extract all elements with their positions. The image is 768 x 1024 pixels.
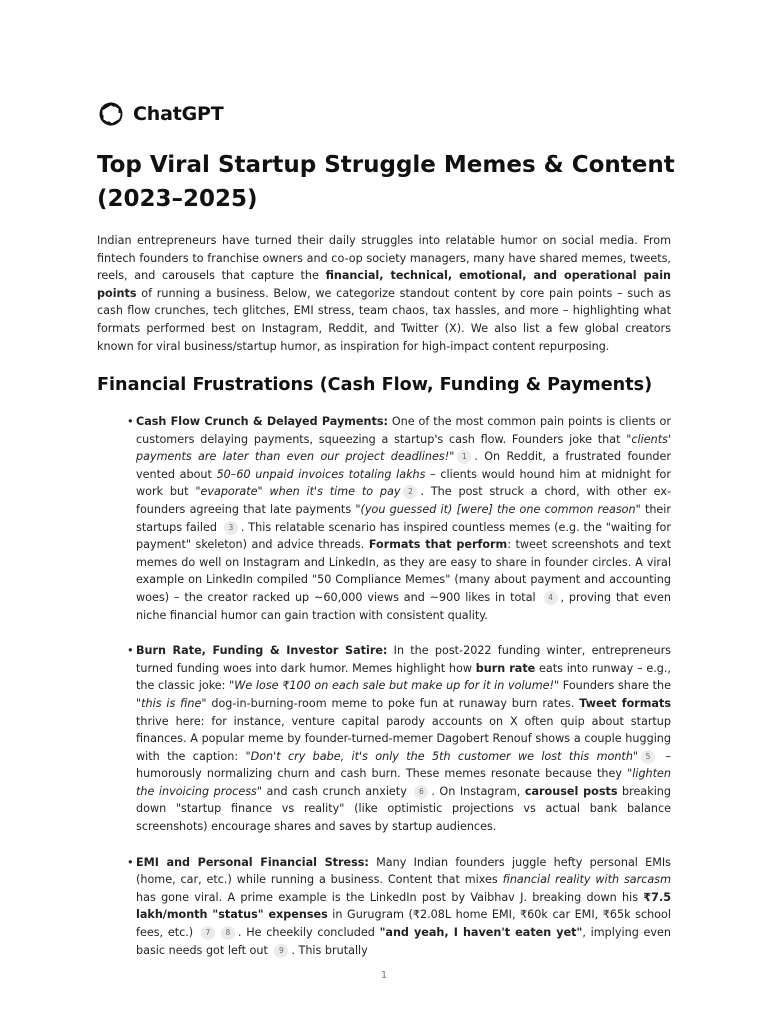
bullet-text: in Gurugram (₹2.08L home EMI, ₹60k car EMI, ₹65k school fees, etc.) (136, 908, 671, 940)
intro-text-1: Indian entrepreneurs have turned their daily struggles into relatable humor on social media. From fintech founders to franchise owners and co-op society managers, many have shared memes, tweets, reels, and carousels that capture the (97, 234, 671, 283)
bullet-bold: ₹7.5 lakh/month "status" expenses (136, 890, 671, 922)
bullet-text: . This brutally (291, 943, 368, 957)
citation-badge[interactable]: 3 (224, 521, 238, 535)
citation-badge[interactable]: 6 (414, 785, 428, 799)
list-item (127, 413, 671, 624)
page-number: 1 (380, 970, 388, 981)
bullet-dot: • (127, 415, 134, 428)
bullet-bold: Formats that perform (368, 538, 508, 552)
bullet-text: eats into runway – e.g., the classic joke: (136, 661, 671, 693)
intro-bold: financial, technical, emotional, and operational pain points (97, 269, 671, 300)
bullet-text: thrive here: for instance, venture capital parody accounts on X often quip about startup finances. A popular meme by founder-turned-memer Dagobert Renouf shows a couple hugging with the caption: (136, 714, 671, 763)
citation-badge[interactable]: 4 (544, 591, 558, 605)
bullet-text: Founders share the (559, 679, 672, 693)
bullet-dot: • (127, 644, 134, 658)
section-heading: Financial Frustrations (Cash Flow, Funding & Payments) (97, 375, 653, 395)
bullet-quote: "lighten the invoicing process" (136, 767, 671, 798)
bullet-quote: 50–60 unpaid invoices totaling lakhs (216, 467, 426, 481)
bullet-text: : tweet screenshots and text memes do well on Instagram and LinkedIn, as they are easy to share in founder circles. A viral example on LinkedIn compiled "50 Compliance Memes" (many about payment and accounting woes) – the creator racked up ~60,000 views and ~900 likes in total (136, 538, 671, 604)
bullet-text: . On Instagram, (431, 784, 525, 798)
bullet-quote: "Don't cry babe, it's only the 5th customer we lost this month" (245, 749, 639, 763)
bullet-dot: • (127, 855, 134, 869)
bullet-text: and cash crunch anxiety (262, 784, 412, 798)
bullet-bold: "and yeah, I haven't eaten yet" (379, 926, 583, 940)
brand-name: ChatGPT (133, 103, 224, 125)
intro-paragraph (97, 232, 671, 355)
citation-badge[interactable]: 5 (641, 750, 655, 764)
intro-text-2: of running a business. Below, we categorize standout content by core pain points – such as cash flow crunches, tech glitches, EMI stress, team chaos, tax hassles, and more – highlighting what formats performed best on Instagram, Reddit, and Twitter (X). We also list a few global creators known for viral business/startup humor, as inspiration for high-impact content repurposing. (97, 286, 671, 353)
bullet-quote: "(you guessed it) [were] the one common reason" (355, 502, 641, 516)
bullet-text: their startups failed (136, 502, 672, 534)
bullet-bold: burn rate (475, 661, 536, 675)
bullet-text: – clients would hound him at midnight for work but (136, 467, 671, 499)
bullet-bold: Tweet formats (579, 696, 671, 710)
bullet-label: Cash Flow Crunch & Delayed Payments: (136, 415, 388, 428)
bullet-quote: "evaporate" when it's time to pay (195, 485, 401, 499)
header (97, 100, 223, 128)
bullet-text: Many Indian founders juggle hefty personal EMIs (home, car, etc.) while running a business. Content that mixes (136, 855, 671, 887)
citation-badge[interactable]: 2 (403, 485, 417, 499)
list-item (127, 642, 671, 836)
bullet-label: EMI and Personal Financial Stress: (136, 855, 369, 869)
bullet-text: . He cheekily concluded (237, 926, 380, 940)
bullet-text: dog-in-burning-room meme to poke fun at runaway burn rates. (206, 696, 580, 710)
page-title: Top Viral Startup Struggle Memes & Content (2023–2025) (97, 152, 675, 212)
bullet-quote: financial reality with sarcasm (502, 873, 671, 887)
citation-badge[interactable]: 8 (221, 926, 235, 940)
bullet-quote: "clients' payments are later than even our project deadlines!" (136, 432, 671, 464)
bullet-text: One of the most common pain points is clients or customers delaying payments, squeezing a startup's cash flow. Founders joke that (136, 415, 671, 446)
bullet-text: . This relatable scenario has inspired countless memes (e.g. the "waiting for payment" skeleton) and advice threads. (136, 520, 671, 552)
bullet-bold: carousel posts (524, 784, 618, 798)
bullet-quote: "We lose ₹100 on each sale but make up for it in volume!" (229, 679, 560, 693)
bullet-list (127, 413, 671, 977)
bullet-text: In the post-2022 funding winter, entrepreneurs turned funding woes into dark humor. Memes highlight how (136, 644, 672, 675)
bullet-label: Burn Rate, Funding & Investor Satire: (136, 644, 388, 658)
bullet-quote: "this is fine" (136, 696, 207, 710)
bullet-text: . The post struck a chord, with other ex-founders agreeing that late payments (136, 485, 671, 516)
openai-logo-icon (97, 100, 125, 128)
citation-badge[interactable]: 9 (274, 944, 288, 958)
bullet-text: , implying even basic needs got left out (136, 926, 672, 957)
list-item (127, 854, 671, 960)
bullet-text: . On Reddit, a frustrated founder vented about (136, 450, 671, 481)
bullet-text: has gone viral. A prime example is the LinkedIn post by Vaibhav J. breaking down his (136, 890, 644, 904)
bullet-text: breaking down "startup finance vs reality" (like optimistic projections vs actual bank balance screenshots) encourage shares and saves by startup audiences. (136, 784, 671, 834)
bullet-text: , proving that even niche financial humor can gain traction with consistent quality. (136, 590, 671, 622)
bullet-text: – humorously normalizing churn and cash burn. These memes resonate because they (136, 749, 672, 781)
citation-badge[interactable]: 7 (201, 926, 215, 940)
citation-badge[interactable]: 1 (457, 450, 471, 464)
